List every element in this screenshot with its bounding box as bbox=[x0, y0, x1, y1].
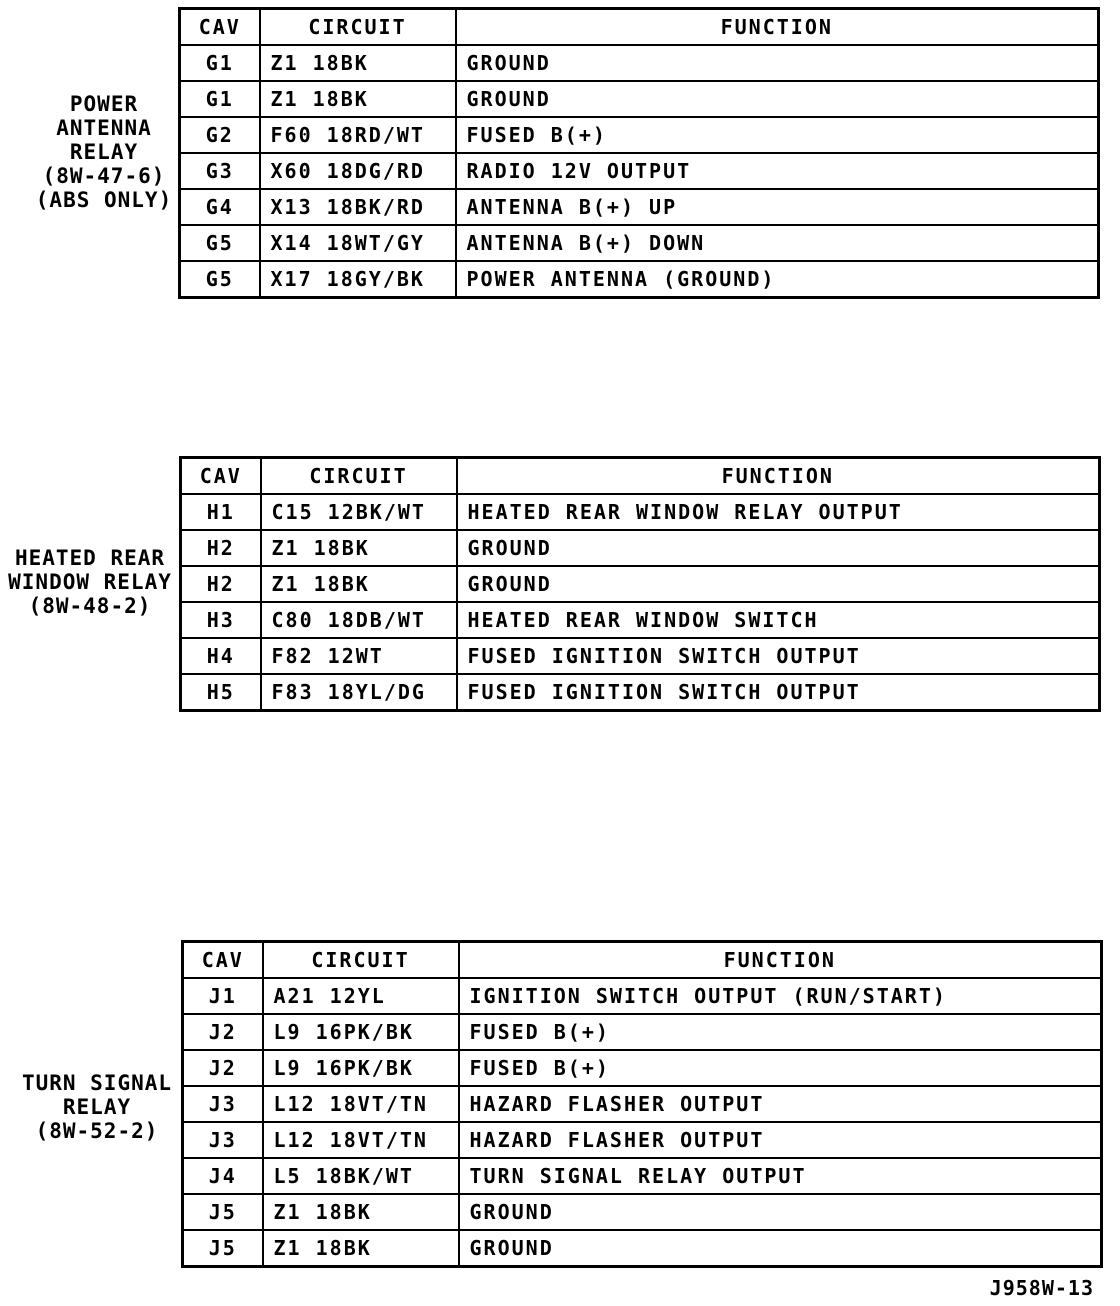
circuit-cell: C15 12BK/WT bbox=[261, 494, 457, 530]
label-line: (8W-52-2) bbox=[35, 1119, 159, 1143]
table-row bbox=[180, 45, 1099, 81]
function-cell: GROUND bbox=[459, 1230, 1102, 1267]
table-row bbox=[183, 1230, 1102, 1267]
cav-cell: J3 bbox=[183, 1086, 263, 1122]
table-row bbox=[181, 566, 1100, 602]
table-row bbox=[181, 602, 1100, 638]
function-cell: FUSED IGNITION SWITCH OUTPUT bbox=[457, 638, 1100, 674]
cav-header: CAV bbox=[180, 9, 260, 46]
table-row bbox=[181, 494, 1100, 530]
label-line: (ABS ONLY) bbox=[35, 188, 173, 212]
table-row bbox=[180, 225, 1099, 261]
cav-cell: G1 bbox=[180, 81, 260, 117]
function-cell: FUSED B(+) bbox=[459, 1014, 1102, 1050]
circuit-cell: C80 18DB/WT bbox=[261, 602, 457, 638]
circuit-cell: F83 18YL/DG bbox=[261, 674, 457, 711]
heated-rear-window-relay-table bbox=[179, 456, 1101, 712]
function-cell: FUSED B(+) bbox=[459, 1050, 1102, 1086]
circuit-cell: X17 18GY/BK bbox=[260, 261, 456, 298]
function-cell: GROUND bbox=[456, 45, 1099, 81]
circuit-cell: Z1 18BK bbox=[261, 566, 457, 602]
section-label-heated-rear-window-relay bbox=[2, 546, 178, 618]
table-row bbox=[183, 1014, 1102, 1050]
label-line: POWER bbox=[69, 92, 139, 116]
header-row bbox=[180, 9, 1099, 46]
cav-cell: H2 bbox=[181, 530, 261, 566]
function-header: FUNCTION bbox=[456, 9, 1099, 46]
circuit-cell: Z1 18BK bbox=[263, 1194, 459, 1230]
cav-cell: G5 bbox=[180, 225, 260, 261]
circuit-cell: L9 16PK/BK bbox=[263, 1014, 459, 1050]
label-line: WINDOW RELAY bbox=[8, 570, 172, 594]
section-label-power-antenna-relay bbox=[30, 92, 178, 212]
function-cell: HEATED REAR WINDOW RELAY OUTPUT bbox=[457, 494, 1100, 530]
turn-signal-relay-table bbox=[181, 940, 1103, 1268]
header-row bbox=[181, 458, 1100, 495]
cav-cell: G2 bbox=[180, 117, 260, 153]
cav-cell: H5 bbox=[181, 674, 261, 711]
label-line: TURN SIGNAL bbox=[21, 1071, 173, 1095]
function-cell: POWER ANTENNA (GROUND) bbox=[456, 261, 1099, 298]
function-cell: GROUND bbox=[459, 1194, 1102, 1230]
function-cell: FUSED IGNITION SWITCH OUTPUT bbox=[457, 674, 1100, 711]
header-row bbox=[183, 942, 1102, 979]
table-row bbox=[180, 153, 1099, 189]
table-row bbox=[183, 1158, 1102, 1194]
circuit-cell: X60 18DG/RD bbox=[260, 153, 456, 189]
table-row bbox=[181, 674, 1100, 711]
table-row bbox=[181, 530, 1100, 566]
cav-cell: J5 bbox=[183, 1230, 263, 1267]
table-row bbox=[180, 117, 1099, 153]
function-cell: RADIO 12V OUTPUT bbox=[456, 153, 1099, 189]
table-row bbox=[183, 1050, 1102, 1086]
table-row bbox=[183, 978, 1102, 1014]
circuit-header: CIRCUIT bbox=[260, 9, 456, 46]
circuit-cell: L12 18VT/TN bbox=[263, 1122, 459, 1158]
table-row bbox=[183, 1194, 1102, 1230]
circuit-cell: Z1 18BK bbox=[261, 530, 457, 566]
circuit-header: CIRCUIT bbox=[263, 942, 459, 979]
function-cell: HAZARD FLASHER OUTPUT bbox=[459, 1086, 1102, 1122]
function-cell: HEATED REAR WINDOW SWITCH bbox=[457, 602, 1100, 638]
cav-cell: J3 bbox=[183, 1122, 263, 1158]
label-line: ANTENNA bbox=[56, 116, 152, 140]
circuit-cell: L5 18BK/WT bbox=[263, 1158, 459, 1194]
label-line: RELAY bbox=[62, 1095, 132, 1119]
label-line: RELAY bbox=[69, 140, 139, 164]
circuit-header: CIRCUIT bbox=[261, 458, 457, 495]
table-row bbox=[180, 261, 1099, 298]
circuit-cell: A21 12YL bbox=[263, 978, 459, 1014]
power-antenna-relay-table bbox=[178, 7, 1100, 299]
cav-cell: G5 bbox=[180, 261, 260, 298]
cav-cell: H4 bbox=[181, 638, 261, 674]
cav-cell: H2 bbox=[181, 566, 261, 602]
label-line: (8W-47-6) bbox=[42, 164, 166, 188]
table-row bbox=[180, 189, 1099, 225]
cav-cell: J4 bbox=[183, 1158, 263, 1194]
circuit-cell: X14 18WT/GY bbox=[260, 225, 456, 261]
cav-cell: J1 bbox=[183, 978, 263, 1014]
table-row bbox=[183, 1122, 1102, 1158]
cav-cell: J2 bbox=[183, 1050, 263, 1086]
circuit-cell: L9 16PK/BK bbox=[263, 1050, 459, 1086]
circuit-cell: L12 18VT/TN bbox=[263, 1086, 459, 1122]
function-cell: TURN SIGNAL RELAY OUTPUT bbox=[459, 1158, 1102, 1194]
table-row bbox=[183, 1086, 1102, 1122]
function-cell: GROUND bbox=[456, 81, 1099, 117]
function-header: FUNCTION bbox=[459, 942, 1102, 979]
circuit-cell: F60 18RD/WT bbox=[260, 117, 456, 153]
cav-cell: H3 bbox=[181, 602, 261, 638]
cav-cell: H1 bbox=[181, 494, 261, 530]
table-row bbox=[181, 638, 1100, 674]
function-header: FUNCTION bbox=[457, 458, 1100, 495]
circuit-cell: Z1 18BK bbox=[260, 45, 456, 81]
function-cell: FUSED B(+) bbox=[456, 117, 1099, 153]
cav-cell: J5 bbox=[183, 1194, 263, 1230]
function-cell: ANTENNA B(+) DOWN bbox=[456, 225, 1099, 261]
circuit-cell: X13 18BK/RD bbox=[260, 189, 456, 225]
function-cell: GROUND bbox=[457, 566, 1100, 602]
label-line: (8W-48-2) bbox=[28, 594, 152, 618]
cav-header: CAV bbox=[181, 458, 261, 495]
function-cell: HAZARD FLASHER OUTPUT bbox=[459, 1122, 1102, 1158]
function-cell: GROUND bbox=[457, 530, 1100, 566]
cav-cell: G3 bbox=[180, 153, 260, 189]
cav-cell: G4 bbox=[180, 189, 260, 225]
figure-code: J958W-13 bbox=[989, 1276, 1094, 1300]
circuit-cell: Z1 18BK bbox=[260, 81, 456, 117]
label-line: HEATED REAR bbox=[14, 546, 166, 570]
cav-header: CAV bbox=[183, 942, 263, 979]
cav-cell: J2 bbox=[183, 1014, 263, 1050]
section-label-turn-signal-relay bbox=[12, 1071, 182, 1143]
circuit-cell: Z1 18BK bbox=[263, 1230, 459, 1267]
circuit-cell: F82 12WT bbox=[261, 638, 457, 674]
table-row bbox=[180, 81, 1099, 117]
function-cell: IGNITION SWITCH OUTPUT (RUN/START) bbox=[459, 978, 1102, 1014]
cav-cell: G1 bbox=[180, 45, 260, 81]
function-cell: ANTENNA B(+) UP bbox=[456, 189, 1099, 225]
